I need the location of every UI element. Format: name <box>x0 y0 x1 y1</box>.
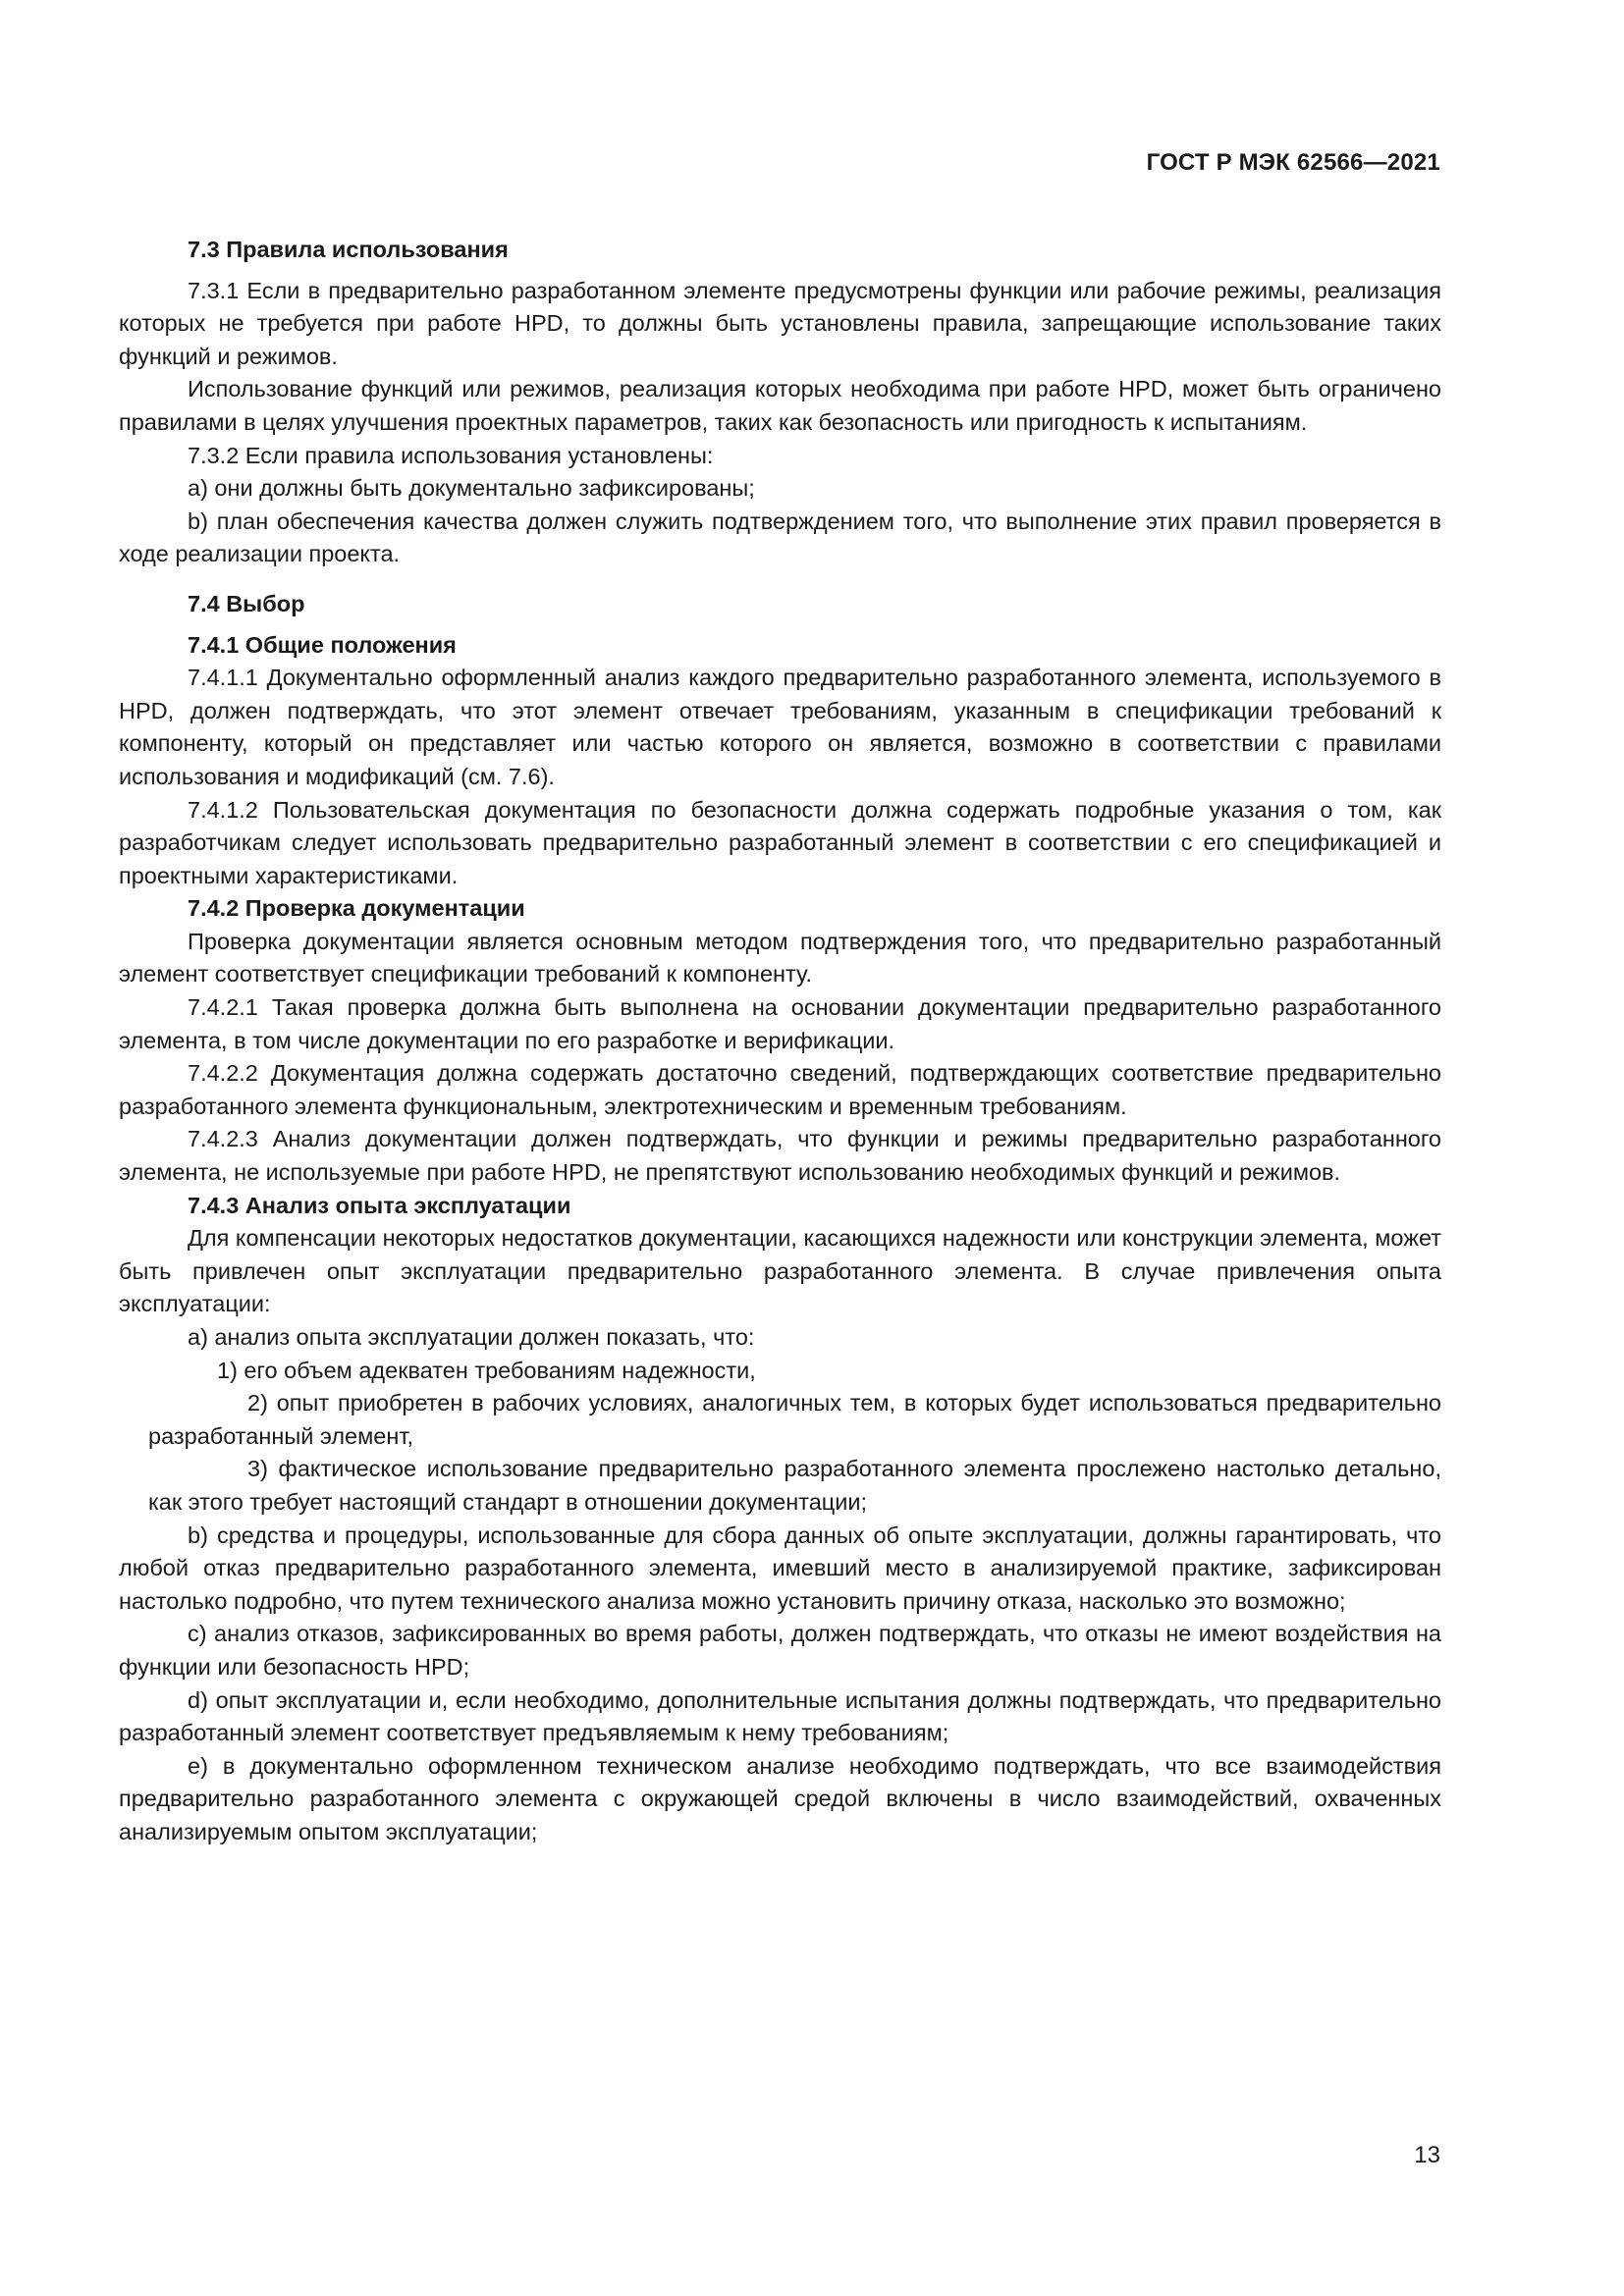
paragraph: e) в документально оформленном техническом анализе необходимо подтверждать, что все взаимодействия предварительно разработанного элемента с окружающей средой включены в число взаимодействий, охваченных анализируемым опытом эксплуатации; <box>119 1752 1441 1844</box>
paragraph: 7.4.1.1 Документально оформленный анализ каждого предварительно разработанного элемента, используемого в HPD, должен подтверждать, что этот элемент отвечает требованиям, указанным в спецификации требований к компоненту, который он представляет или частью которого он является, возможно в соответствии с правилами использования и модификаций (см. 7.6). <box>119 665 1441 789</box>
paragraph: 7.4.2.2 Документация должна содержать достаточно сведений, подтверждающих соответствие предварительно разработанного элемента функциональным, электротехническим и временным требованиям. <box>119 1060 1441 1119</box>
paragraph: a) анализ опыта эксплуатации должен показать, что: <box>188 1324 755 1350</box>
subsection-heading-7-4-1: 7.4.1 Общие положения <box>188 631 457 658</box>
subsection-heading-7-4-2: 7.4.2 Проверка документации <box>188 895 525 922</box>
paragraph: c) анализ отказов, зафиксированных во время работы, должен подтверждать, что отказы не имеют воздействия на функции или безопасность HPD; <box>119 1621 1441 1680</box>
document-body <box>119 228 1441 1849</box>
paragraph: Для компенсации некоторых недостатков документации, касающихся надежности или конструкции элемента, может быть привлечен опыт эксплуатации предварительно разработанного элемента. В случае привлечения опыта эксплуатации: <box>119 1225 1441 1317</box>
paragraph: Проверка документации является основным методом подтверждения того, что предварительно разработанный элемент соответствует спецификации требований к компоненту. <box>119 928 1441 988</box>
paragraph: a) они должны быть документально зафиксированы; <box>188 475 755 502</box>
paragraph: d) опыт эксплуатации и, если необходимо, дополнительные испытания должны подтверждать, что предварительно разработанный элемент соответствует предъявляемым к нему требованиям; <box>119 1686 1441 1746</box>
section-heading-7-4: 7.4 Выбор <box>188 590 305 616</box>
page-number: 13 <box>1414 2142 1440 2168</box>
paragraph: 7.3.2 Если правила использования установлены: <box>188 442 714 468</box>
section-heading-7-3: 7.3 Правила использования <box>188 237 509 262</box>
paragraph: b) план обеспечения качества должен служить подтверждением того, что выполнение этих правил проверяется в ходе реализации проекта. <box>119 507 1441 567</box>
subsection-heading-7-4-3: 7.4.3 Анализ опыта эксплуатации <box>188 1192 571 1218</box>
paragraph: 7.4.2.3 Анализ документации должен подтверждать, что функции и режимы предварительно разработанного элемента, не используемые при работе HPD, не препятствуют использованию необходимых функций и режимов. <box>119 1126 1441 1186</box>
document-header: ГОСТ Р МЭК 62566—2021 <box>1146 149 1440 176</box>
paragraph: 2) опыт приобретен в рабочих условиях, аналогичных тем, в которых будет использоваться предварительно разработанный элемент, <box>148 1390 1441 1449</box>
paragraph: 3) фактическое использование предварительно разработанного элемента прослежено настолько детально, как этого требует настоящий стандарт в отношении документации; <box>148 1456 1441 1515</box>
paragraph: 7.4.1.2 Пользовательская документация по безопасности должна содержать подробные указания о том, как разработчикам следует использовать предварительно разработанный элемент в соответствии с его спецификацией и проектными характеристиками. <box>119 796 1441 888</box>
paragraph: b) средства и процедуры, использованные для сбора данных об опыте эксплуатации, должны гарантировать, что любой отказ предварительно разработанного элемента, имевший место в анализируемой практике, зафиксирован настолько подробно, что путем технического анализа можно установить причину отказа, насколько это возможно; <box>119 1522 1441 1614</box>
paragraph: 1) его объем адекватен требованиям надежности, <box>217 1357 756 1383</box>
paragraph: Использование функций или режимов, реализация которых необходима при работе HPD, может быть ограничено правилами в целях улучшения проектных параметров, таких как безопасность или пригодность к испытаниям. <box>119 376 1441 435</box>
paragraph: 7.3.1 Если в предварительно разработанном элементе предусмотрены функции или рабочие режимы, реализация которых не требуется при работе HPD, то должны быть установлены правила, запрещающие использование таких функций и режимов. <box>119 277 1441 369</box>
paragraph: 7.4.2.1 Такая проверка должна быть выполнена на основании документации предварительно разработанного элемента, в том числе документации по его разработке и верификации. <box>119 994 1441 1053</box>
